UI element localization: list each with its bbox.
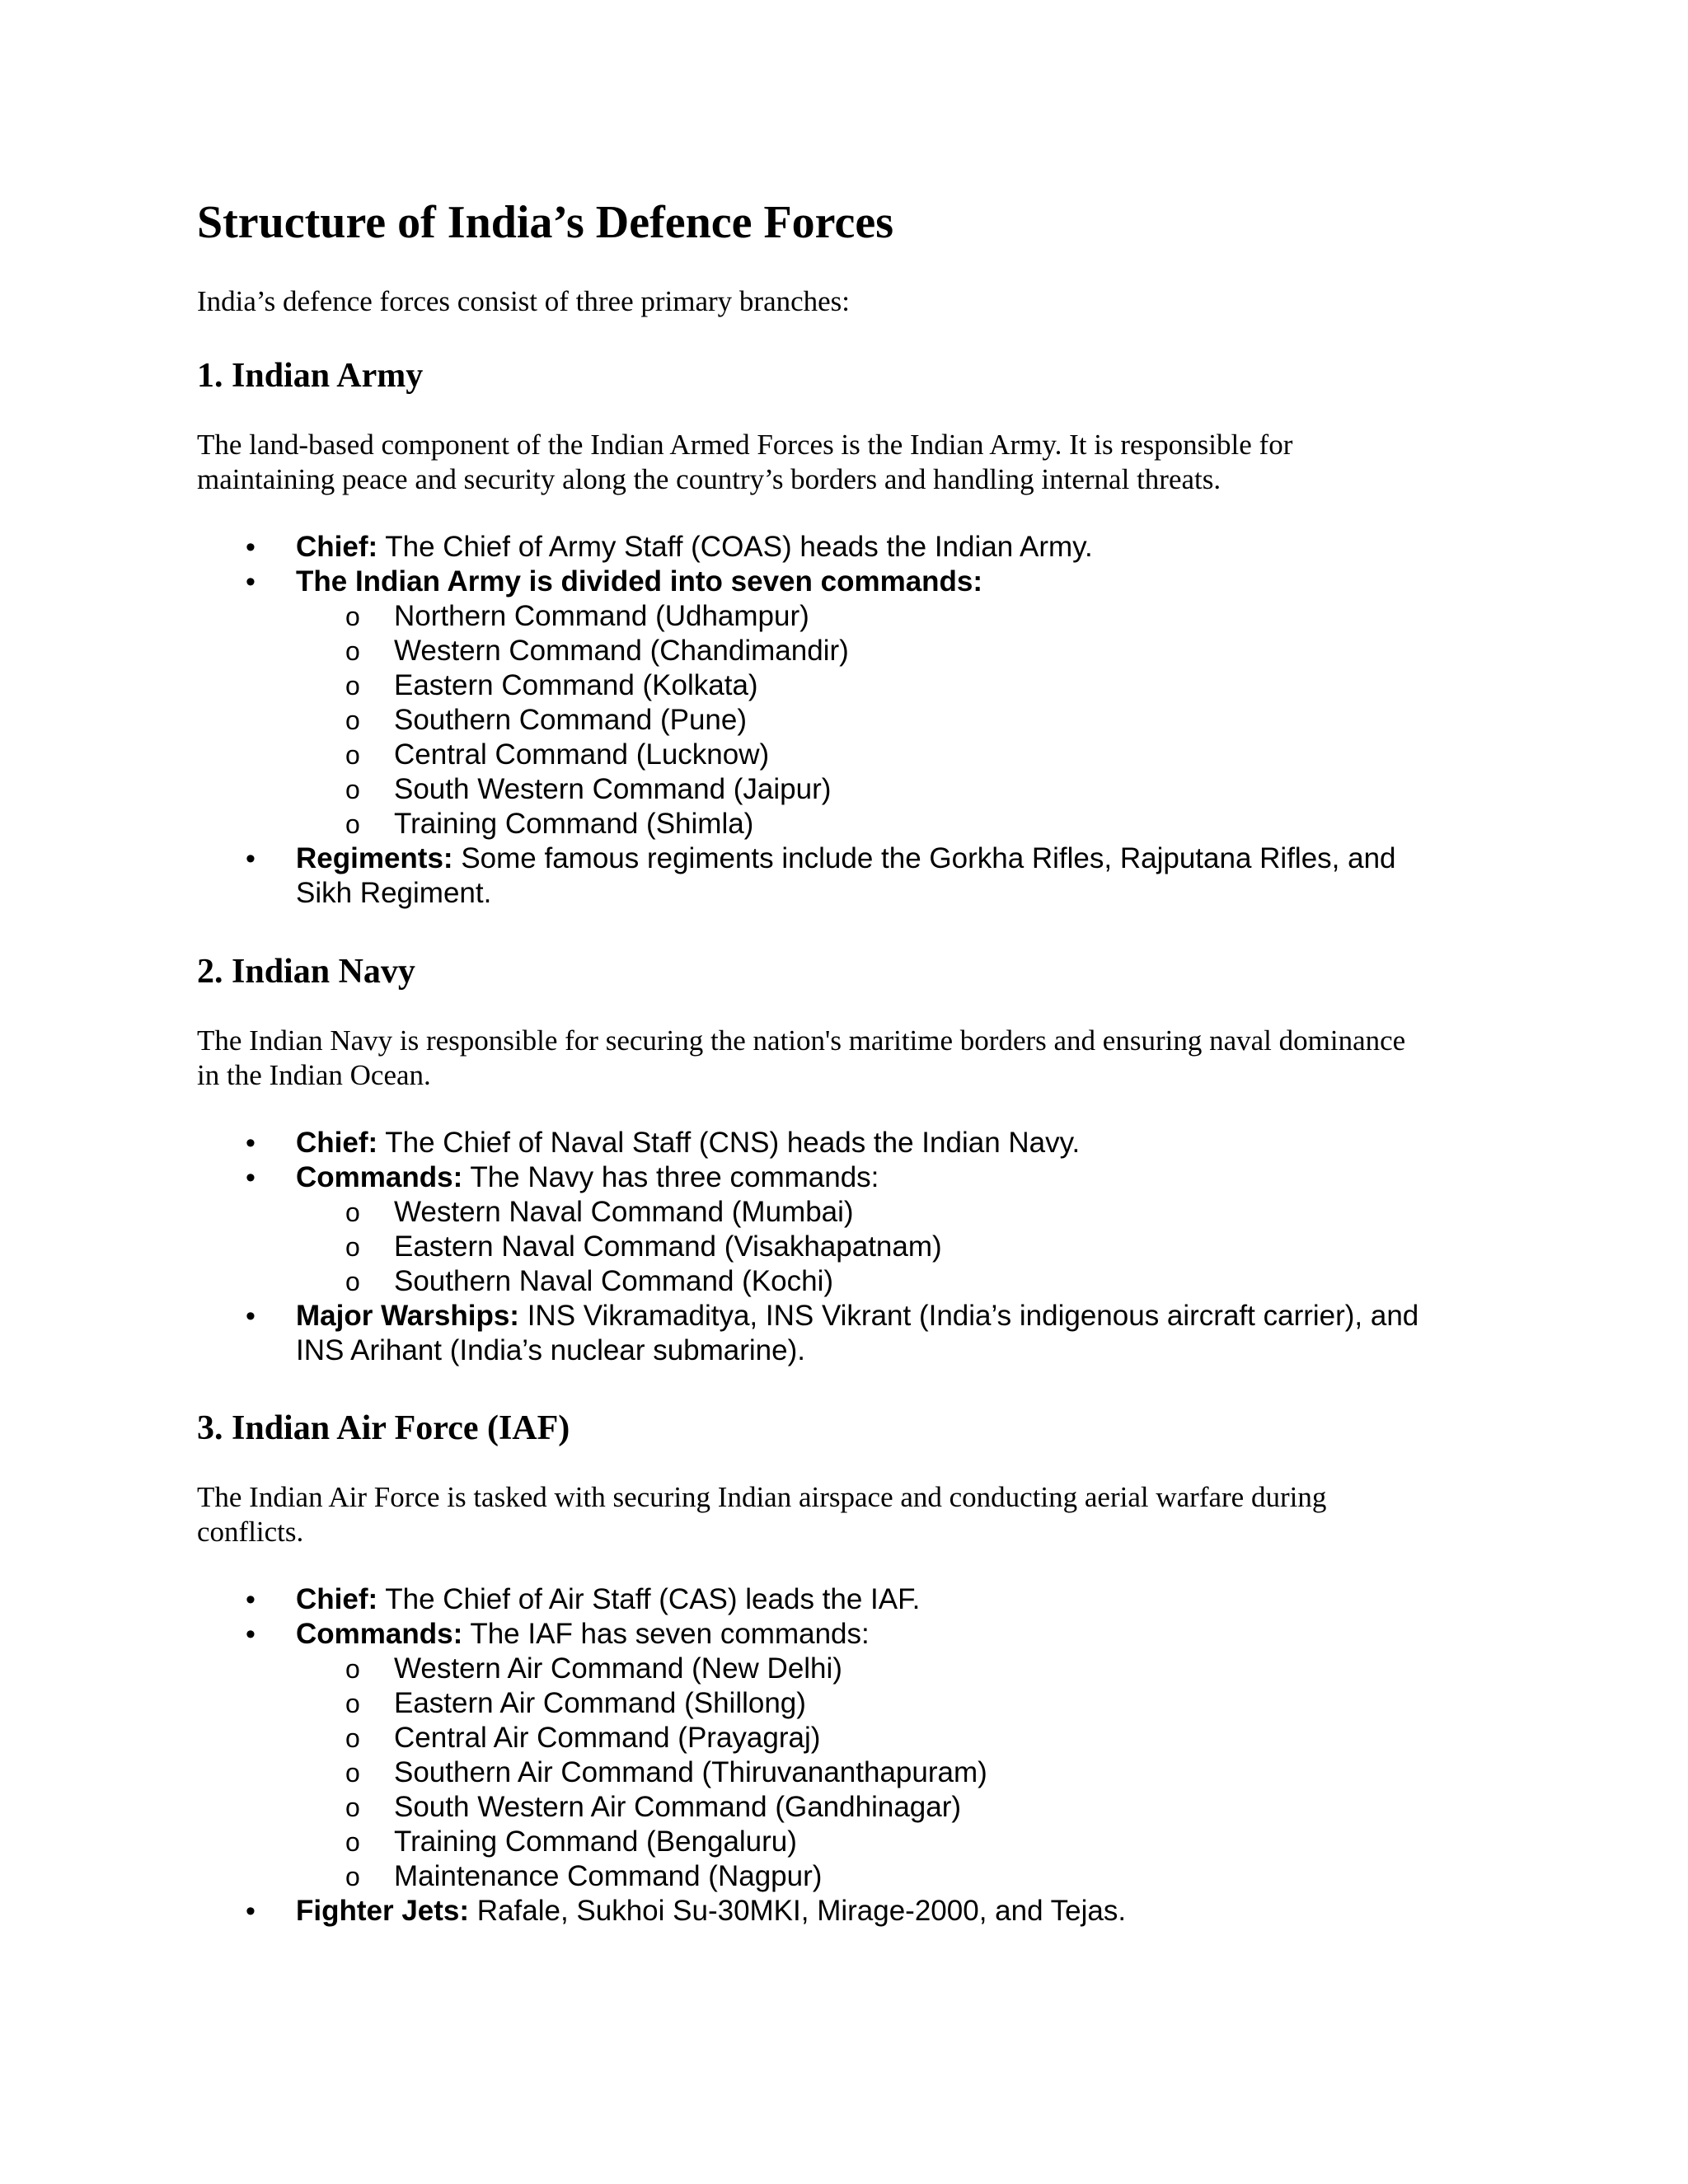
- sub-bullet-marker: o: [345, 705, 360, 735]
- page-title: Structure of India’s Defence Forces: [197, 197, 894, 248]
- iaf-commands-label: Commands:: [296, 1618, 463, 1650]
- sub-bullet-marker: o: [345, 1827, 360, 1857]
- bullet-marker: •: [246, 1127, 256, 1159]
- sub-bullet-marker: o: [345, 671, 360, 701]
- iaf-paragraph-line-2: conflicts.: [197, 1516, 304, 1548]
- sub-bullet-marker: o: [345, 1758, 360, 1788]
- iaf-command-item: Western Air Command (New Delhi): [394, 1652, 842, 1685]
- sub-bullet-marker: o: [345, 1232, 360, 1262]
- navy-paragraph-line-1: The Indian Navy is responsible for securing the nation's maritime borders and ensuring naval dominance: [197, 1024, 1406, 1057]
- iaf-jets-item: [296, 1894, 1126, 1929]
- iaf-command-item: Central Air Command (Prayagraj): [394, 1722, 821, 1754]
- iaf-jets-text: Rafale, Sukhoi Su-30MKI, Mirage-2000, and Tejas.: [469, 1895, 1127, 1927]
- iaf-command-item: South Western Air Command (Gandhinagar): [394, 1791, 962, 1823]
- bullet-marker: •: [246, 532, 256, 563]
- army-commands-item: [296, 565, 982, 599]
- navy-commands-text: The Navy has three commands:: [462, 1161, 879, 1193]
- navy-heading: 2. Indian Navy: [197, 953, 415, 991]
- bullet-marker: •: [246, 1301, 256, 1332]
- army-command-item: Northern Command (Udhampur): [394, 600, 809, 632]
- bullet-marker: •: [246, 1162, 256, 1193]
- iaf-chief-item: [296, 1582, 920, 1617]
- army-command-item: Western Command (Chandimandir): [394, 635, 849, 667]
- army-command-item: Central Command (Lucknow): [394, 738, 770, 771]
- iaf-chief-label: Chief:: [296, 1583, 378, 1615]
- navy-commands-item: [296, 1160, 879, 1195]
- sub-bullet-marker: o: [345, 1723, 360, 1753]
- bullet-marker: •: [246, 1896, 256, 1927]
- navy-chief-label: Chief:: [296, 1127, 378, 1159]
- sub-bullet-marker: o: [345, 809, 360, 839]
- sub-bullet-marker: o: [345, 1197, 360, 1227]
- iaf-command-item: Maintenance Command (Nagpur): [394, 1860, 823, 1892]
- iaf-chief-text: The Chief of Air Staff (CAS) leads the IAF.: [377, 1583, 921, 1615]
- sub-bullet-marker: o: [345, 602, 360, 631]
- sub-bullet-marker: o: [345, 740, 360, 770]
- army-paragraph-line-2: maintaining peace and security along the country’s borders and handling internal threats.: [197, 463, 1221, 495]
- navy-command-item: Eastern Naval Command (Visakhapatnam): [394, 1230, 942, 1263]
- bullet-marker: •: [246, 1619, 256, 1650]
- navy-warships-item: [296, 1299, 1418, 1333]
- army-regiments-label: Regiments:: [296, 842, 453, 874]
- army-command-item: Southern Command (Pune): [394, 704, 747, 736]
- navy-command-item: Western Naval Command (Mumbai): [394, 1196, 854, 1228]
- sub-bullet-marker: o: [345, 636, 360, 666]
- intro-paragraph: India’s defence forces consist of three primary branches:: [197, 285, 851, 317]
- sub-bullet-marker: o: [345, 1862, 360, 1891]
- navy-warships-text: INS Vikramaditya, INS Vikrant (India’s indigenous aircraft carrier), and: [518, 1300, 1419, 1332]
- army-command-item: Eastern Command (Kolkata): [394, 669, 758, 701]
- bullet-marker: •: [246, 843, 256, 874]
- sub-bullet-marker: o: [345, 775, 360, 804]
- sub-bullet-marker: o: [345, 1793, 360, 1822]
- iaf-command-item: Training Command (Bengaluru): [394, 1825, 797, 1858]
- army-heading: 1. Indian Army: [197, 357, 424, 395]
- army-chief-item: [296, 530, 1093, 565]
- iaf-commands-item: [296, 1617, 870, 1652]
- iaf-command-item: Eastern Air Command (Shillong): [394, 1687, 806, 1719]
- iaf-paragraph-line-1: The Indian Air Force is tasked with securing Indian airspace and conducting aerial warfare during: [197, 1481, 1327, 1513]
- iaf-jets-label: Fighter Jets:: [296, 1895, 470, 1927]
- army-regiments-item: [296, 841, 1396, 876]
- navy-paragraph-line-2: in the Indian Ocean.: [197, 1059, 431, 1091]
- bullet-marker: •: [246, 1584, 256, 1615]
- navy-chief-item: [296, 1126, 1080, 1160]
- army-command-item: South Western Command (Jaipur): [394, 773, 832, 805]
- navy-warships-continuation: INS Arihant (India’s nuclear submarine).: [296, 1334, 805, 1366]
- iaf-heading: 3. Indian Air Force (IAF): [197, 1409, 570, 1447]
- navy-commands-label: Commands:: [296, 1161, 463, 1193]
- army-chief-label: Chief:: [296, 531, 378, 563]
- army-regiments-continuation: Sikh Regiment.: [296, 877, 492, 909]
- army-paragraph-line-1: The land-based component of the Indian Armed Forces is the Indian Army. It is responsible for: [197, 429, 1293, 461]
- navy-chief-text: The Chief of Naval Staff (CNS) heads the Indian Navy.: [377, 1127, 1081, 1159]
- navy-command-item: Southern Naval Command (Kochi): [394, 1265, 834, 1297]
- army-command-item: Training Command (Shimla): [394, 808, 754, 840]
- sub-bullet-marker: o: [345, 1654, 360, 1684]
- iaf-commands-text: The IAF has seven commands:: [462, 1618, 870, 1650]
- sub-bullet-marker: o: [345, 1267, 360, 1296]
- army-chief-text: The Chief of Army Staff (COAS) heads the Indian Army.: [377, 531, 1093, 563]
- army-regiments-text: Some famous regiments include the Gorkha Rifles, Rajputana Rifles, and: [452, 842, 1396, 874]
- sub-bullet-marker: o: [345, 1689, 360, 1718]
- army-commands-label: The Indian Army is divided into seven commands:: [296, 565, 983, 598]
- bullet-marker: •: [246, 566, 256, 598]
- iaf-command-item: Southern Air Command (Thiruvananthapuram): [394, 1756, 987, 1788]
- navy-warships-label: Major Warships:: [296, 1300, 519, 1332]
